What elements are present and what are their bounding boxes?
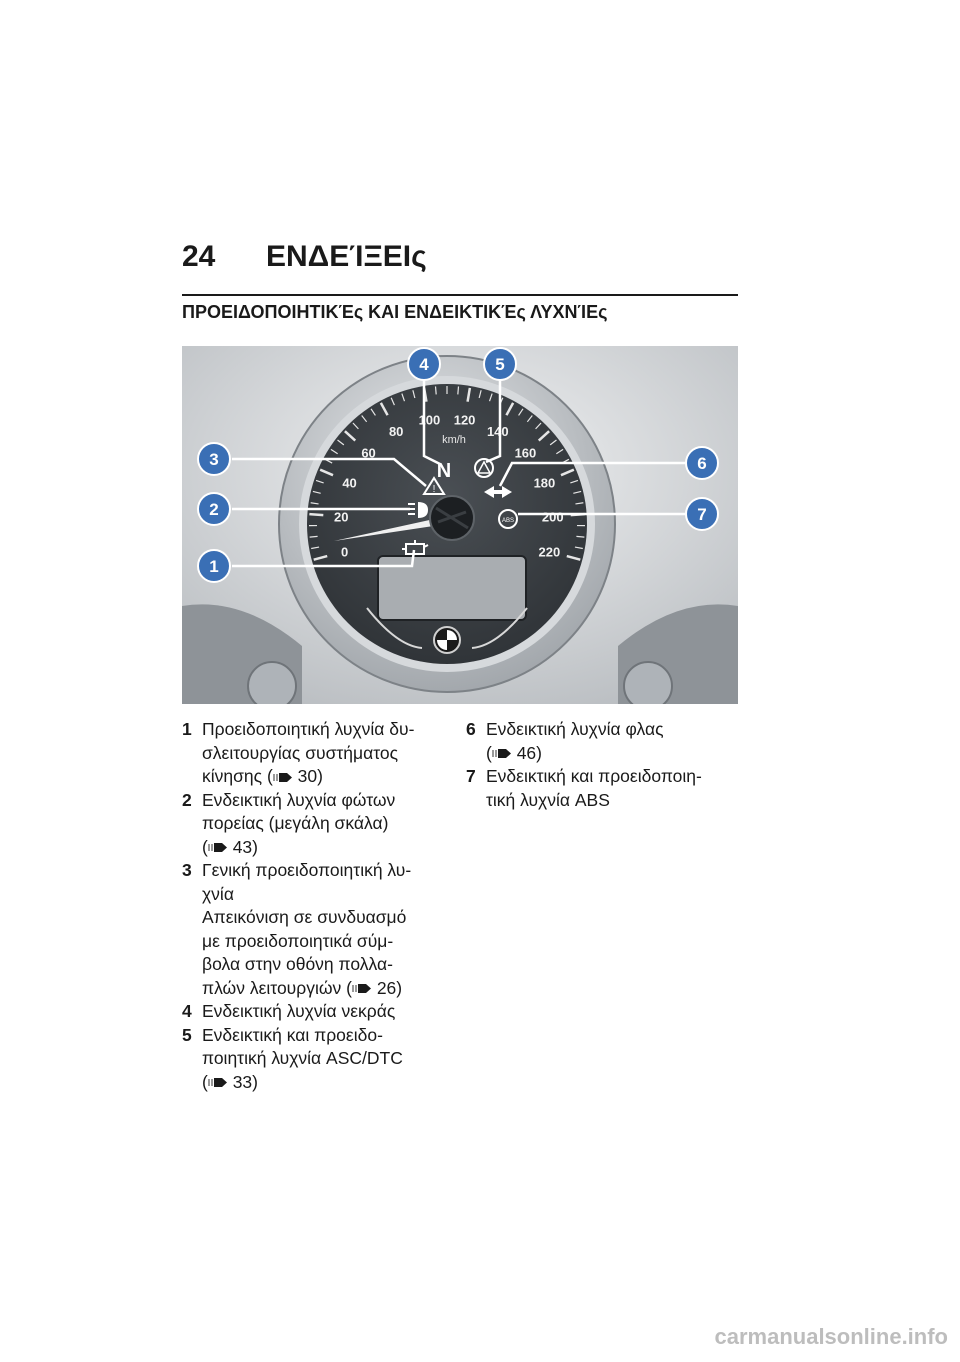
speedometer-illustration (182, 346, 738, 704)
legend-line: πορείας (μεγάλη σκάλα) (202, 813, 389, 833)
scale-label: 0 (340, 544, 349, 560)
scale-label: 140 (486, 423, 509, 439)
legend-number: 2 (182, 789, 192, 810)
legend-line: χνία (202, 883, 234, 904)
scale-label: 20 (334, 509, 349, 525)
svg-text:ABS: ABS (501, 518, 515, 524)
legend-item (182, 859, 444, 1000)
page-reference[interactable]: 33) (227, 1071, 258, 1092)
legend-line: πλών λειτουργιών ( 26) (202, 977, 403, 998)
page-reference-arrow-icon (492, 748, 512, 759)
section-title: ΠΡΟΕΙΔΟΠΟΙΗΤΙΚΈς ΚΑΙ ΕΝΔΕΙΚΤΙΚΈς ΛΥΧΝΊΕς (182, 294, 738, 323)
legend-line: ποιητική λυχνία ASC/DTC (202, 1048, 403, 1068)
watermark: carmanualsonline.info (714, 1324, 948, 1349)
legend-line: τική λυχνία ABS (486, 789, 610, 810)
legend-line: Απεικόνιση σε συνδυασμό (202, 907, 407, 927)
legend-item (182, 1024, 444, 1095)
legend-line: ( 43) (202, 836, 258, 857)
minor-tick (458, 386, 459, 394)
page-reference[interactable]: 30) (292, 766, 323, 786)
page-reference-arrow-icon (352, 983, 372, 994)
page-reference[interactable]: 26) (371, 977, 403, 998)
instrument-cluster-figure (182, 346, 738, 704)
legend-line: Ενδεικτική και προειδοποιη- (486, 766, 702, 786)
callout-number: 7 (697, 505, 707, 524)
page-reference[interactable]: 46) (511, 742, 542, 763)
callout-number: 1 (209, 557, 219, 576)
page-reference-arrow-icon (208, 1077, 228, 1088)
legend-number: 5 (182, 1024, 192, 1045)
legend-item (182, 789, 444, 860)
callout-number: 4 (419, 355, 429, 374)
legend-left-column (182, 718, 444, 1094)
legend-number: 6 (466, 719, 476, 739)
legend-item (182, 718, 444, 789)
legend-line: ( 33) (202, 1071, 258, 1092)
major-tick (309, 514, 323, 515)
scale-label: 200 (541, 509, 564, 525)
minor-tick (310, 536, 318, 537)
legend-line: με προειδοποιητικά σύμ- (202, 930, 394, 951)
bmw-logo-icon (434, 627, 460, 653)
legend-item (466, 718, 728, 765)
page-number: 24 (182, 240, 216, 273)
scale-label: 40 (342, 475, 357, 491)
callout-number: 5 (495, 355, 505, 374)
legend-number: 3 (182, 860, 192, 880)
unit-label: km/h (442, 434, 466, 446)
scale-label: 80 (388, 423, 404, 439)
legend-item (182, 1000, 444, 1024)
scale-label: 180 (533, 475, 556, 491)
callout-number: 2 (209, 500, 219, 519)
svg-text:!: ! (432, 484, 436, 495)
minor-tick (576, 536, 584, 537)
callout-number: 3 (209, 450, 219, 469)
neutral-indicator-icon: N (436, 460, 452, 482)
legend-line: σλειτουργίας συστήματος (202, 742, 399, 763)
legend-line: Ενδεικτική λυχνία φλας (486, 719, 664, 739)
legend-item (466, 765, 728, 812)
legend-line: Γενική προειδοποιητική λυ- (202, 860, 412, 880)
page-reference[interactable]: 43) (227, 836, 258, 857)
legend-line: βολα στην οθόνη πολλα- (202, 954, 393, 974)
scale-label: 60 (361, 445, 376, 461)
legend-line: Ενδεικτική λυχνία φώτων (202, 789, 396, 810)
page-reference-arrow-icon (273, 772, 293, 783)
legend-line: Προειδοποιητική λυχνία δυ- (202, 719, 415, 739)
legend-line: ( 46) (486, 742, 542, 763)
minor-tick (436, 386, 437, 394)
scale-label: 100 (418, 412, 441, 428)
chapter-title: ΕΝΔΕΊΞΕΙς (266, 240, 427, 273)
legend-number: 1 (182, 719, 192, 739)
legend-line: Ενδεικτική λυχνία νεκράς (202, 1001, 396, 1021)
scale-label: 160 (514, 445, 537, 461)
callout-number: 6 (697, 454, 707, 473)
legend-number: 4 (182, 1001, 192, 1021)
legend-right-column (466, 718, 728, 812)
scale-label: 120 (453, 412, 476, 428)
scale-label: 220 (538, 544, 561, 560)
legend-number: 7 (466, 766, 476, 786)
left-bolt (248, 662, 296, 704)
right-bolt (624, 662, 672, 704)
legend-line: κίνησης ( 30) (202, 766, 323, 786)
page-reference-arrow-icon (208, 842, 228, 853)
legend-line: Ενδεικτική και προειδο- (202, 1024, 383, 1045)
